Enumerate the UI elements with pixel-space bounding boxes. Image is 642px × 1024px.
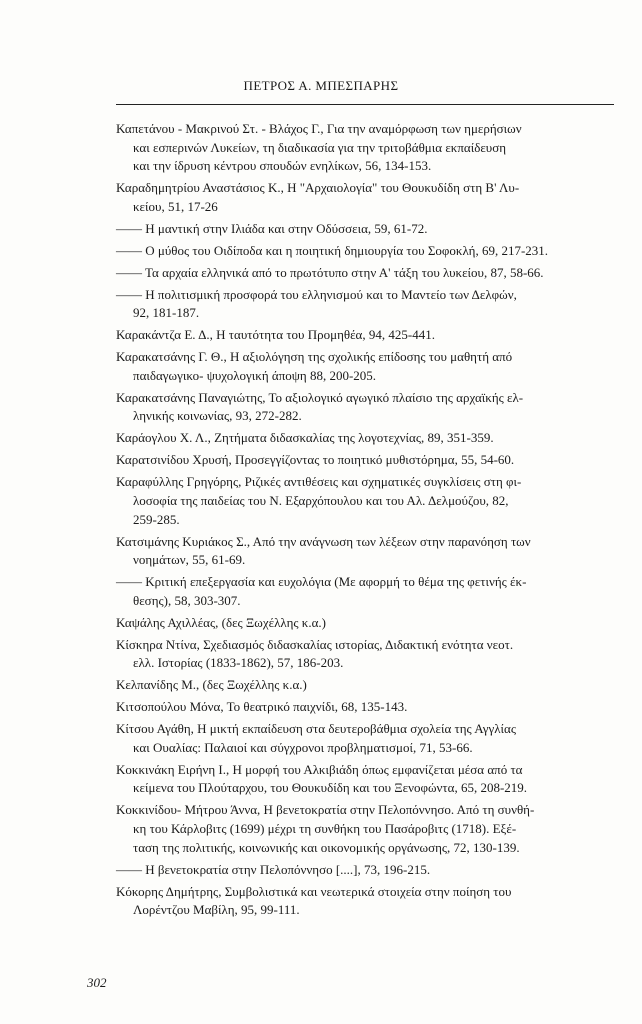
entry-line: —— Ο μύθος του Οιδίποδα και η ποιητική δημιουργία του Σοφοκλή, 69, 217-231.: [116, 242, 549, 258]
index-entry: [116, 676, 614, 695]
entry-continuation: και εσπερινών Λυκείων, τη διαδικασία για την τριτοβάθμια εκπαίδευση: [133, 139, 507, 155]
index-entry: [116, 861, 614, 880]
entry-continuation: και Ουαλίας: Παλαιοί και σύγχρονοι προβληματισμοί, 71, 53-66.: [133, 739, 473, 755]
entry-continuation: παιδαγωγικο- ψυχολογική άποψη 88, 200-205.: [133, 367, 377, 383]
entry-line: —— Η μαντική στην Ιλιάδα και στην Οδύσσεια, 59, 61-72.: [116, 220, 428, 236]
entry-line: Καρακάντζα Ε. Δ., Η ταυτότητα του Προμηθέα, 94, 425-441.: [116, 327, 435, 343]
index-entry: [116, 614, 614, 633]
entry-line: Κίσκηρα Ντίνα, Σχεδιασμός διδασκαλίας ιστορίας, Διδακτική ενότητα νεοτ.: [116, 636, 514, 652]
entry-continuation: ληνικής κοινωνίας, 93, 272-282.: [133, 408, 302, 424]
index-entry: [116, 120, 614, 176]
entry-continuation: ταση της πολιτικής, κοινωνικής και οικονομικής οργάνωσης, 72, 130-139.: [133, 839, 520, 855]
entry-line: Κιτσοπούλου Μόνα, Το θεατρικό παιχνίδι, 68, 135-143.: [116, 699, 408, 715]
entry-continuation: κη του Κάρλοβιτς (1699) μέχρι τη συνθήκη του Πασάροβιτς (1718). Εξέ-: [133, 821, 517, 836]
entry-line: Κελπανίδης Μ., (δες Ξωχέλλης κ.α.): [116, 677, 307, 693]
entry-continuation: κείου, 51, 17-26: [133, 198, 218, 214]
entry-line: Κατσιμάνης Κυριάκος Σ., Από την ανάγνωση των λέξεων στην παρανόηση των: [116, 533, 531, 549]
entry-line: Καραδημητρίου Αναστάσιος Κ., Η "Αρχαιολογία" του Θουκυδίδη στη Β' Λυ-: [116, 180, 520, 196]
index-entry: [116, 451, 614, 470]
entry-continuation: θεσης), 58, 303-307.: [133, 592, 241, 608]
entry-continuation: νοημάτων, 55, 61-69.: [133, 552, 246, 568]
index-entry: [116, 883, 614, 920]
index-entry: [116, 636, 614, 673]
header-rule: [116, 104, 614, 105]
index-entry: [116, 720, 614, 757]
entry-line: —— Η βενετοκρατία στην Πελοπόννησο [....], 73, 196-215.: [116, 861, 431, 877]
entry-continuation: λοσοφία της παιδείας του Ν. Εξαρχόπουλου και του Αλ. Δελμούζου, 82,: [133, 492, 509, 508]
entry-line: Καραφύλλης Γρηγόρης, Ριζικές αντιθέσεις και σχηματικές συγκλίσεις στη φι-: [116, 474, 522, 490]
entry-line: Καρατσινίδου Χρυσή, Προσεγγίζοντας το ποιητικό μυθιστόρημα, 55, 54-60.: [116, 452, 515, 468]
index-entry: [116, 220, 614, 239]
entry-line: Κοκκινίδου- Μήτρου Άννα, Η βενετοκρατία στην Πελοπόννησο. Από τη συνθή-: [116, 802, 535, 818]
index-entry: [116, 429, 614, 448]
entry-continuation: και την ίδρυση κέντρου σπουδών ενηλίκων, 56, 134-153.: [133, 158, 432, 174]
page-header: ΠΕΤΡΟΣ Α. ΜΠΕΣΠΑΡΗΣ: [243, 78, 399, 93]
index-entry: [116, 264, 614, 283]
entry-continuation: Λορέντζου Μαβίλη, 95, 99-111.: [133, 902, 300, 918]
index-entry: [116, 348, 614, 385]
index-entry: [116, 573, 614, 610]
index-entry: [116, 389, 614, 426]
index-entry: [116, 179, 614, 216]
entry-line: —— Τα αρχαία ελληνικά από το πρωτότυπο στην Α' τάξη του λυκείου, 87, 58-66.: [116, 264, 544, 280]
entry-line: —— Κριτική επεξεργασία και ευχολόγια (Με αφορμή το θέμα της φετινής έκ-: [116, 574, 527, 590]
entry-continuation: ελλ. Ιστορίας (1833-1862), 57, 186-203.: [133, 655, 344, 671]
entry-line: Καπετάνου - Μακρινού Στ. - Βλάχος Γ., Για την αναμόρφωση των ημερήσιων: [116, 121, 522, 136]
entry-continuation: κείμενα του Πλούταρχου, του Θουκυδίδη και του Ξενοφώντα, 65, 208-219.: [133, 780, 528, 796]
index-entry: [116, 801, 614, 857]
entry-line: Καράογλου Χ. Λ., Ζητήματα διδασκαλίας της λογοτεχνίας, 89, 351-359.: [116, 430, 494, 446]
entry-continuation: 92, 181-187.: [133, 305, 200, 321]
index-entry: [116, 533, 614, 570]
entry-line: Κόκορης Δημήτρης, Συμβολιστικά και νεωτερικά στοιχεία στην ποίηση του: [116, 883, 512, 899]
entry-line: Κίτσου Αγάθη, Η μικτή εκπαίδευση στα δευτεροβάθμια σχολεία της Αγγλίας: [116, 721, 516, 737]
index-entry: [116, 698, 614, 717]
index-entry: [116, 286, 614, 323]
index-entry: [116, 242, 614, 261]
entry-line: Κοκκινάκη Ειρήνη Ι., Η μορφή του Αλκιβιάδη όπως εμφανίζεται μέσα από τα: [116, 761, 523, 777]
entry-line: Καρακατσάνης Παναγιώτης, Το αξιολογικό αγωγικό πλαίσιο της αρχαϊκής ελ-: [116, 389, 524, 405]
index-entry: [116, 761, 614, 798]
index-entries: [116, 120, 614, 923]
entry-line: Καρακατσάνης Γ. Θ., Η αξιολόγηση της σχολικής επίδοσης του μαθητή από: [116, 349, 513, 365]
page-number: 302: [87, 975, 107, 990]
entry-continuation: 259-285.: [133, 511, 180, 527]
entry-line: —— Η πολιτισμική προσφορά του ελληνισμού και το Μαντείο των Δελφών,: [116, 286, 517, 302]
index-entry: [116, 326, 614, 345]
entry-line: Καψάλης Αχιλλέας, (δες Ξωχέλλης κ.α.): [116, 614, 326, 630]
index-entry: [116, 473, 614, 529]
